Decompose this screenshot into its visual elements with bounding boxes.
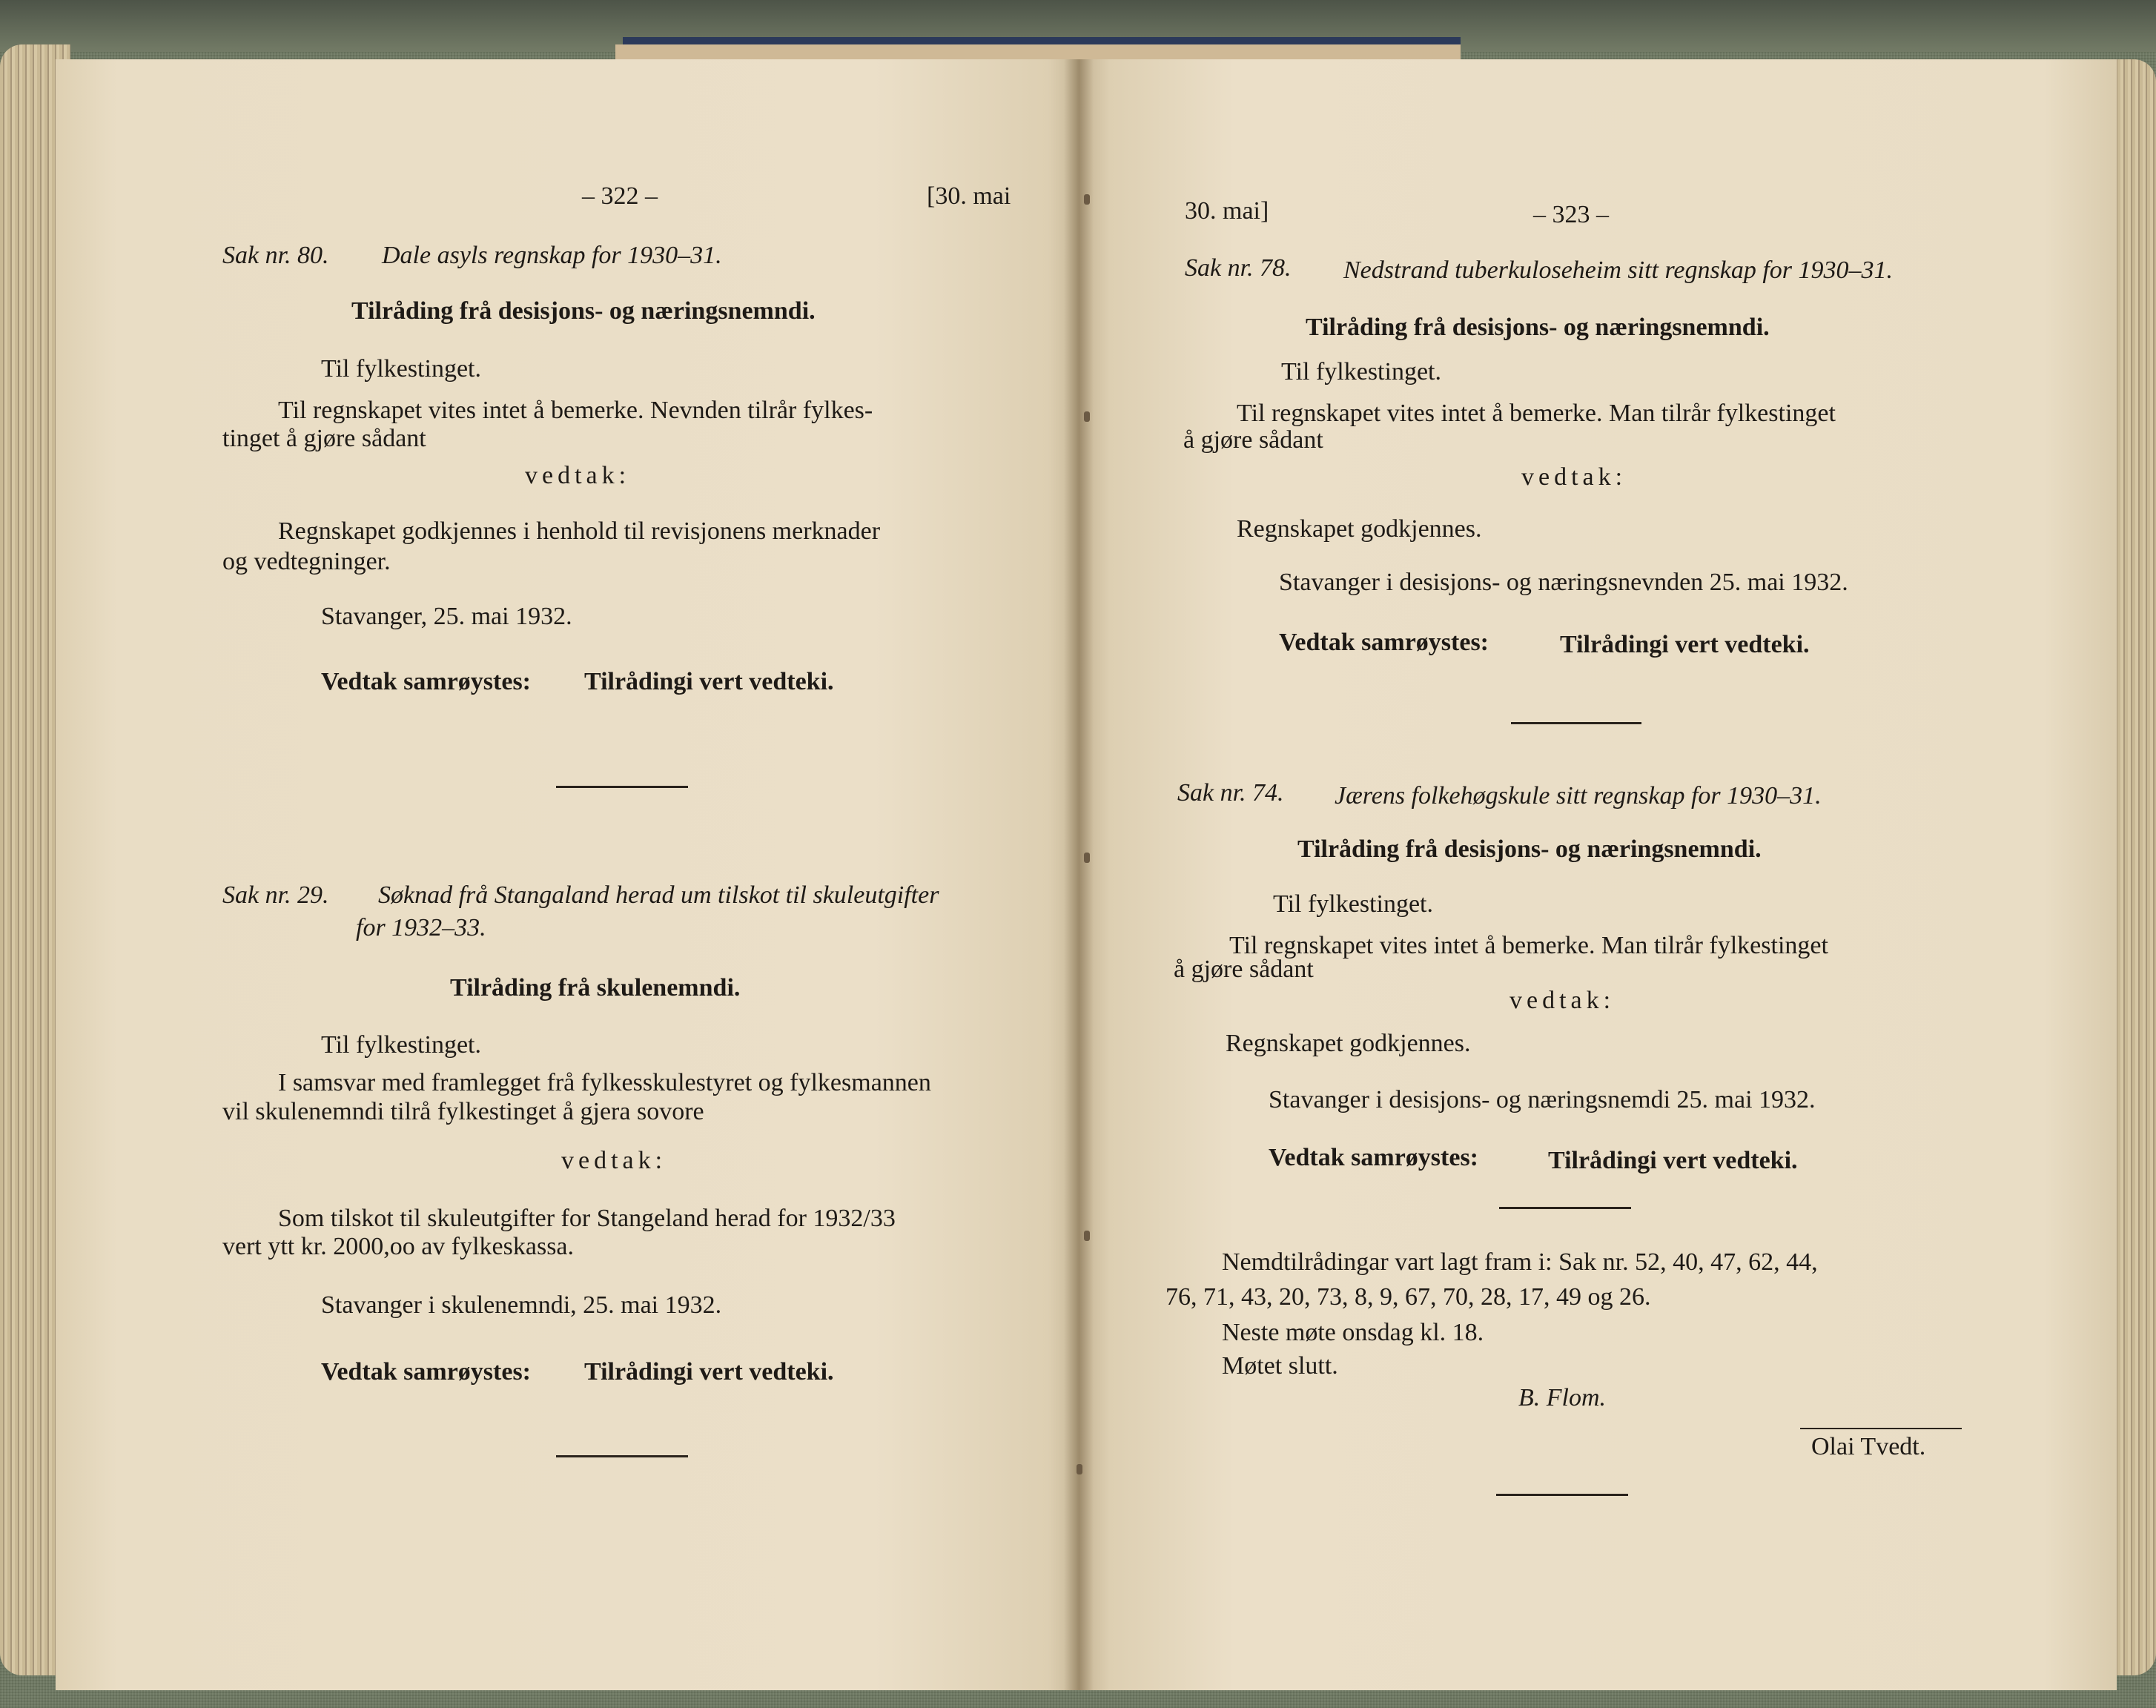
binding-stitch <box>1077 1464 1082 1474</box>
closing-text: Neste møte onsdag kl. 18. <box>1222 1319 1484 1346</box>
resolution-text: Regnskapet godkjennes. <box>1237 515 1482 543</box>
case-heading: Tilråding frå desisjons- og næringsnemndi. <box>1297 835 1762 863</box>
place-date: Stavanger i skulenemndi, 25. mai 1932. <box>321 1291 722 1319</box>
case-title: for 1932–33. <box>356 914 486 941</box>
decision-label: Vedtak samrøystes: <box>1279 629 1489 656</box>
place-date: Stavanger i desisjons- og næringsnemdi 25. mai 1932. <box>1269 1086 1816 1113</box>
section-divider <box>1496 1494 1628 1496</box>
binding-stitch <box>1084 853 1090 863</box>
vedtak-label: vedtak: <box>561 1147 667 1174</box>
closing-text: Nemdtilrådingar vart lagt fram i: Sak nr. 52, 40, 47, 62, 44, <box>1222 1248 1818 1276</box>
salutation: Til fylkestinget. <box>321 1031 481 1059</box>
place-date: Stavanger i desisjons- og næringsnevnden 25. mai 1932. <box>1279 569 1848 596</box>
decision-label: Vedtak samrøystes: <box>1269 1144 1479 1171</box>
case-heading: Tilråding frå desisjons- og næringsnemndi. <box>351 297 816 325</box>
case-number: Sak nr. 78. <box>1185 254 1292 282</box>
signature: Olai Tvedt. <box>1811 1433 1926 1460</box>
closing-text: Møtet slutt. <box>1222 1352 1338 1380</box>
section-divider <box>1499 1207 1631 1209</box>
decision-text: Tilrådingi vert vedteki. <box>1548 1147 1798 1174</box>
case-heading: Tilråding frå skulenemndi. <box>450 974 741 1002</box>
vedtak-label: vedtak: <box>1521 463 1627 491</box>
decision-label: Vedtak samrøystes: <box>321 1358 532 1386</box>
section-divider <box>1511 722 1641 724</box>
case-number: Sak nr. 29. <box>222 881 329 909</box>
case-title: Søknad frå Stangaland herad um tilskot til skuleutgifter <box>378 881 939 909</box>
body-text: tinget å gjøre sådant <box>222 425 426 452</box>
case-title: Jærens folkehøgskule sitt regnskap for 1930–31. <box>1335 782 1822 810</box>
salutation: Til fylkestinget. <box>321 355 481 383</box>
body-text: å gjøre sådant <box>1183 426 1323 454</box>
binding-stitch <box>1084 1231 1090 1241</box>
body-text: Til regnskapet vites intet å bemerke. Man tilrår fylkestinget <box>1229 932 1828 959</box>
salutation: Til fylkestinget. <box>1281 358 1441 385</box>
vedtak-label: vedtak: <box>525 462 631 489</box>
body-text: Til regnskapet vites intet å bemerke. Man tilrår fylkestinget <box>1237 400 1836 427</box>
salutation: Til fylkestinget. <box>1273 890 1433 918</box>
binding-stitch <box>1084 411 1090 422</box>
book-gutter <box>1064 59 1094 1690</box>
body-text: I samsvar med framlegget frå fylkesskulestyret og fylkesmannen <box>278 1069 931 1096</box>
place-date: Stavanger, 25. mai 1932. <box>321 603 572 630</box>
date-marker: [30. mai <box>927 182 1011 210</box>
date-marker: 30. mai] <box>1185 197 1269 225</box>
decision-text: Tilrådingi vert vedteki. <box>584 668 834 695</box>
body-text: vil skulenemndi tilrå fylkestinget å gjera sovore <box>222 1098 704 1125</box>
right-page <box>1079 59 2117 1690</box>
page-number: – 323 – <box>1533 201 1609 228</box>
vedtak-label: vedtak: <box>1509 987 1616 1014</box>
case-number: Sak nr. 80. <box>222 242 329 269</box>
resolution-text: Som tilskot til skuleutgifter for Stangeland herad for 1932/33 <box>278 1205 896 1232</box>
case-title: Dale asyls regnskap for 1930–31. <box>382 242 722 269</box>
decision-text: Tilrådingi vert vedteki. <box>1560 631 1810 658</box>
resolution-text: vert ytt kr. 2000,oo av fylkeskassa. <box>222 1233 575 1260</box>
case-heading: Tilråding frå desisjons- og næringsnemndi. <box>1306 314 1770 341</box>
case-title: Nedstrand tuberkuloseheim sitt regnskap for 1930–31. <box>1343 256 1894 284</box>
signature: B. Flom. <box>1518 1384 1607 1411</box>
binding-stitch <box>1084 194 1090 205</box>
closing-text: 76, 71, 43, 20, 73, 8, 9, 67, 70, 28, 17, 49 og 26. <box>1165 1283 1651 1311</box>
decision-label: Vedtak samrøystes: <box>321 668 532 695</box>
page-number: – 322 – <box>582 182 658 210</box>
body-text: å gjøre sådant <box>1174 956 1314 983</box>
case-number: Sak nr. 74. <box>1177 779 1284 807</box>
resolution-text: Regnskapet godkjennes. <box>1226 1030 1471 1057</box>
body-text: Til regnskapet vites intet å bemerke. Nevnden tilrår fylkes- <box>278 397 873 424</box>
decision-text: Tilrådingi vert vedteki. <box>584 1358 834 1386</box>
signature-line <box>1800 1428 1962 1429</box>
section-divider <box>556 786 688 788</box>
resolution-text: Regnskapet godkjennes i henhold til revisjonens merknader <box>278 517 881 545</box>
section-divider <box>556 1455 688 1457</box>
resolution-text: og vedtegninger. <box>222 548 391 575</box>
